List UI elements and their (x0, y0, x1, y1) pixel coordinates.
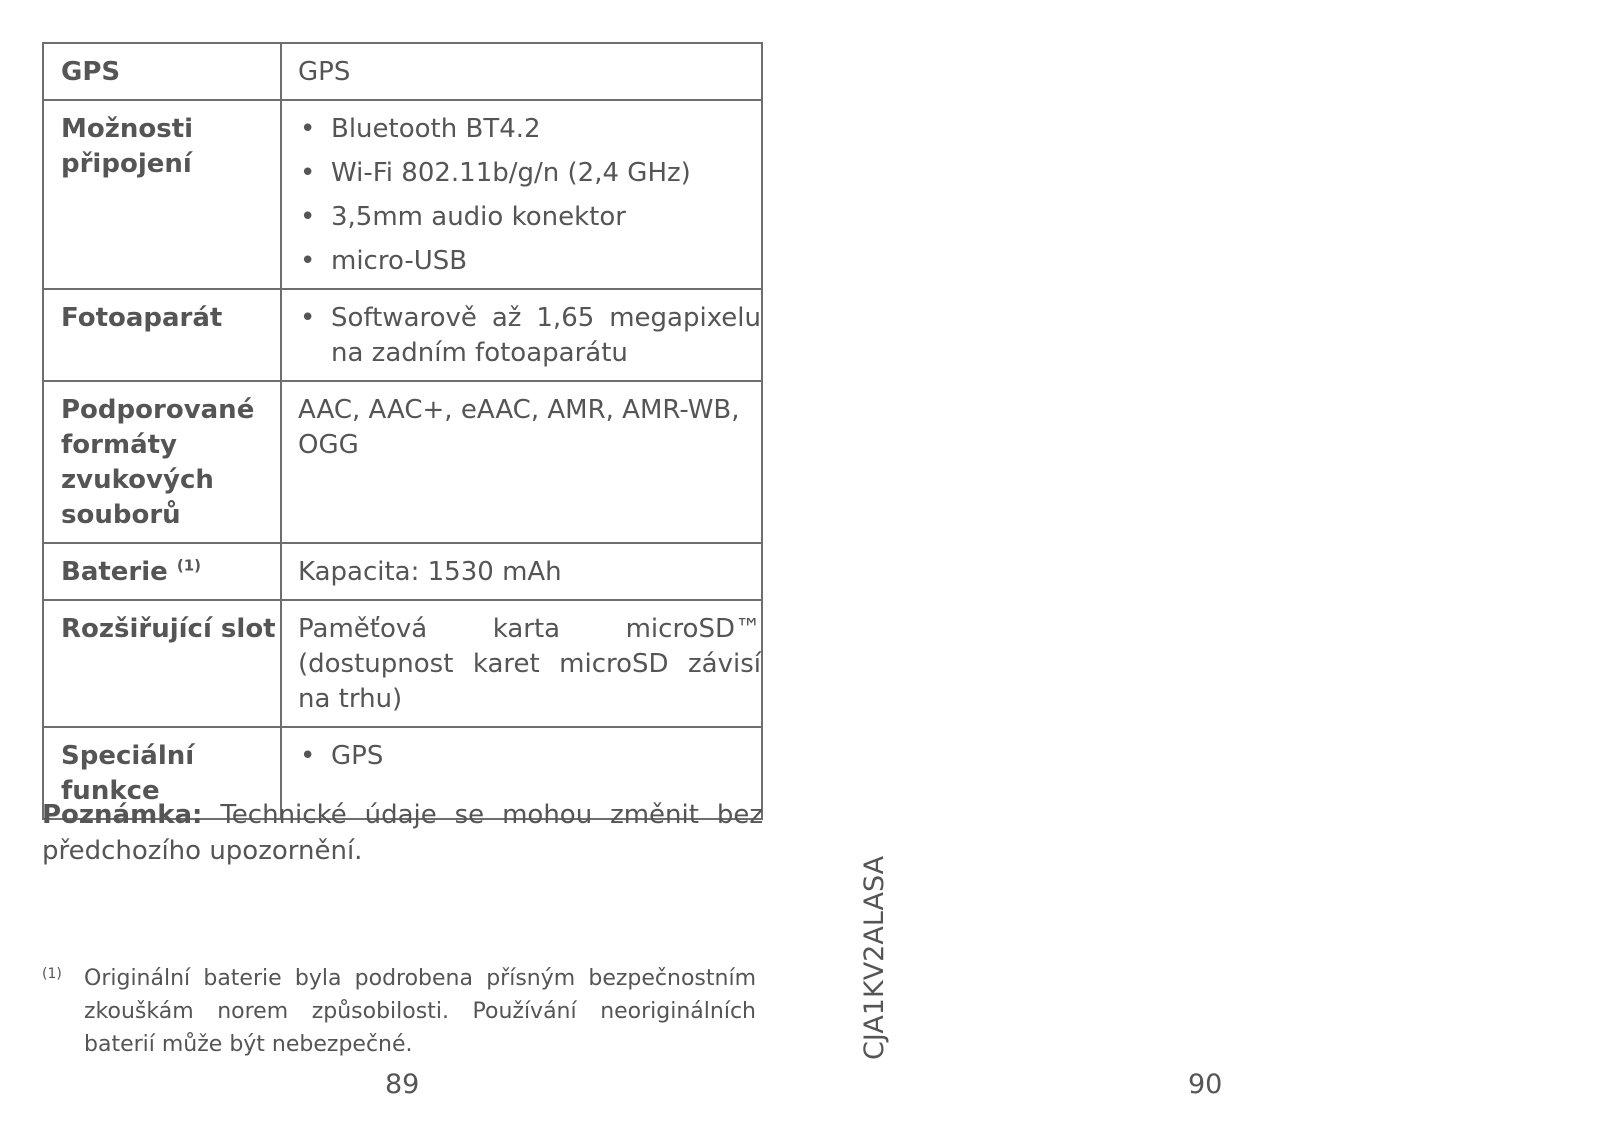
bullet-icon: • (300, 114, 316, 144)
list-item-text: GPS (331, 741, 384, 771)
row-value-connectivity (281, 100, 762, 289)
row-value-expansion-slot: Paměťová karta microSD™ (dostupnost karet microSD závisí na trhu) (281, 600, 762, 727)
row-label-audio-formats: Podporované formáty zvukových souborů (43, 381, 281, 543)
list-item-text: Softwarově až 1,65 megapixelu na zadním fotoaparátu (331, 303, 761, 368)
list-item-text: Bluetooth BT4.2 (331, 114, 541, 144)
list-item-text: Wi-Fi 802.11b/g/n (2,4 GHz) (331, 158, 691, 188)
list-item-text: micro-USB (331, 246, 468, 276)
note-text: Technické údaje se mohou změnit bez předchozího upozornění. (42, 800, 763, 866)
table-row (43, 43, 762, 100)
list-item (298, 112, 761, 147)
table-row (43, 543, 762, 600)
list-item (298, 200, 761, 235)
document-code: CJA1KV2ALASA (859, 855, 890, 1060)
list-item (298, 156, 761, 191)
note-label: Poznámka: (42, 800, 203, 830)
table-row (43, 600, 762, 727)
footnote-reference: (1) (176, 556, 202, 575)
row-label-expansion-slot: Rozšiřující slot (43, 600, 281, 727)
list-item (298, 301, 761, 371)
bullet-icon: • (300, 303, 316, 333)
row-label-connectivity: Možnosti připojení (43, 100, 281, 289)
note-paragraph (42, 797, 763, 869)
page-number-left: 89 (385, 1069, 420, 1100)
table-row (43, 381, 762, 543)
table-row (43, 100, 762, 289)
table-row (43, 289, 762, 381)
camera-list (298, 301, 761, 371)
bullet-icon: • (300, 158, 316, 188)
bullet-icon: • (300, 741, 316, 771)
footnote-marker: (1) (42, 966, 62, 982)
row-label-battery (43, 543, 281, 600)
page-number-right: 90 (1188, 1069, 1223, 1100)
footnote-text: Originální baterie byla podrobena přísným bezpečnostním zkouškám norem způsobilosti. Používání neoriginálních baterií může být nebezpečné. (84, 966, 756, 1057)
bullet-icon: • (300, 246, 316, 276)
specifications-table (42, 42, 763, 820)
bullet-icon: • (300, 202, 316, 232)
row-label-gps: GPS (43, 43, 281, 100)
row-value-battery: Kapacita: 1530 mAh (281, 543, 762, 600)
row-label-special-features: Speciální funkce (43, 727, 281, 819)
list-item (298, 244, 761, 279)
special-features-list (298, 739, 761, 774)
list-item-text: 3,5mm audio konektor (331, 202, 626, 232)
row-value-camera (281, 289, 762, 381)
battery-label-text: Baterie (61, 557, 168, 587)
row-value-audio-formats: AAC, AAC+, eAAC, AMR, AMR-WB, OGG (281, 381, 762, 543)
connectivity-list (298, 112, 761, 279)
row-label-camera: Fotoaparát (43, 289, 281, 381)
list-item (298, 739, 761, 774)
row-value-gps: GPS (281, 43, 762, 100)
footnote (42, 962, 756, 1061)
